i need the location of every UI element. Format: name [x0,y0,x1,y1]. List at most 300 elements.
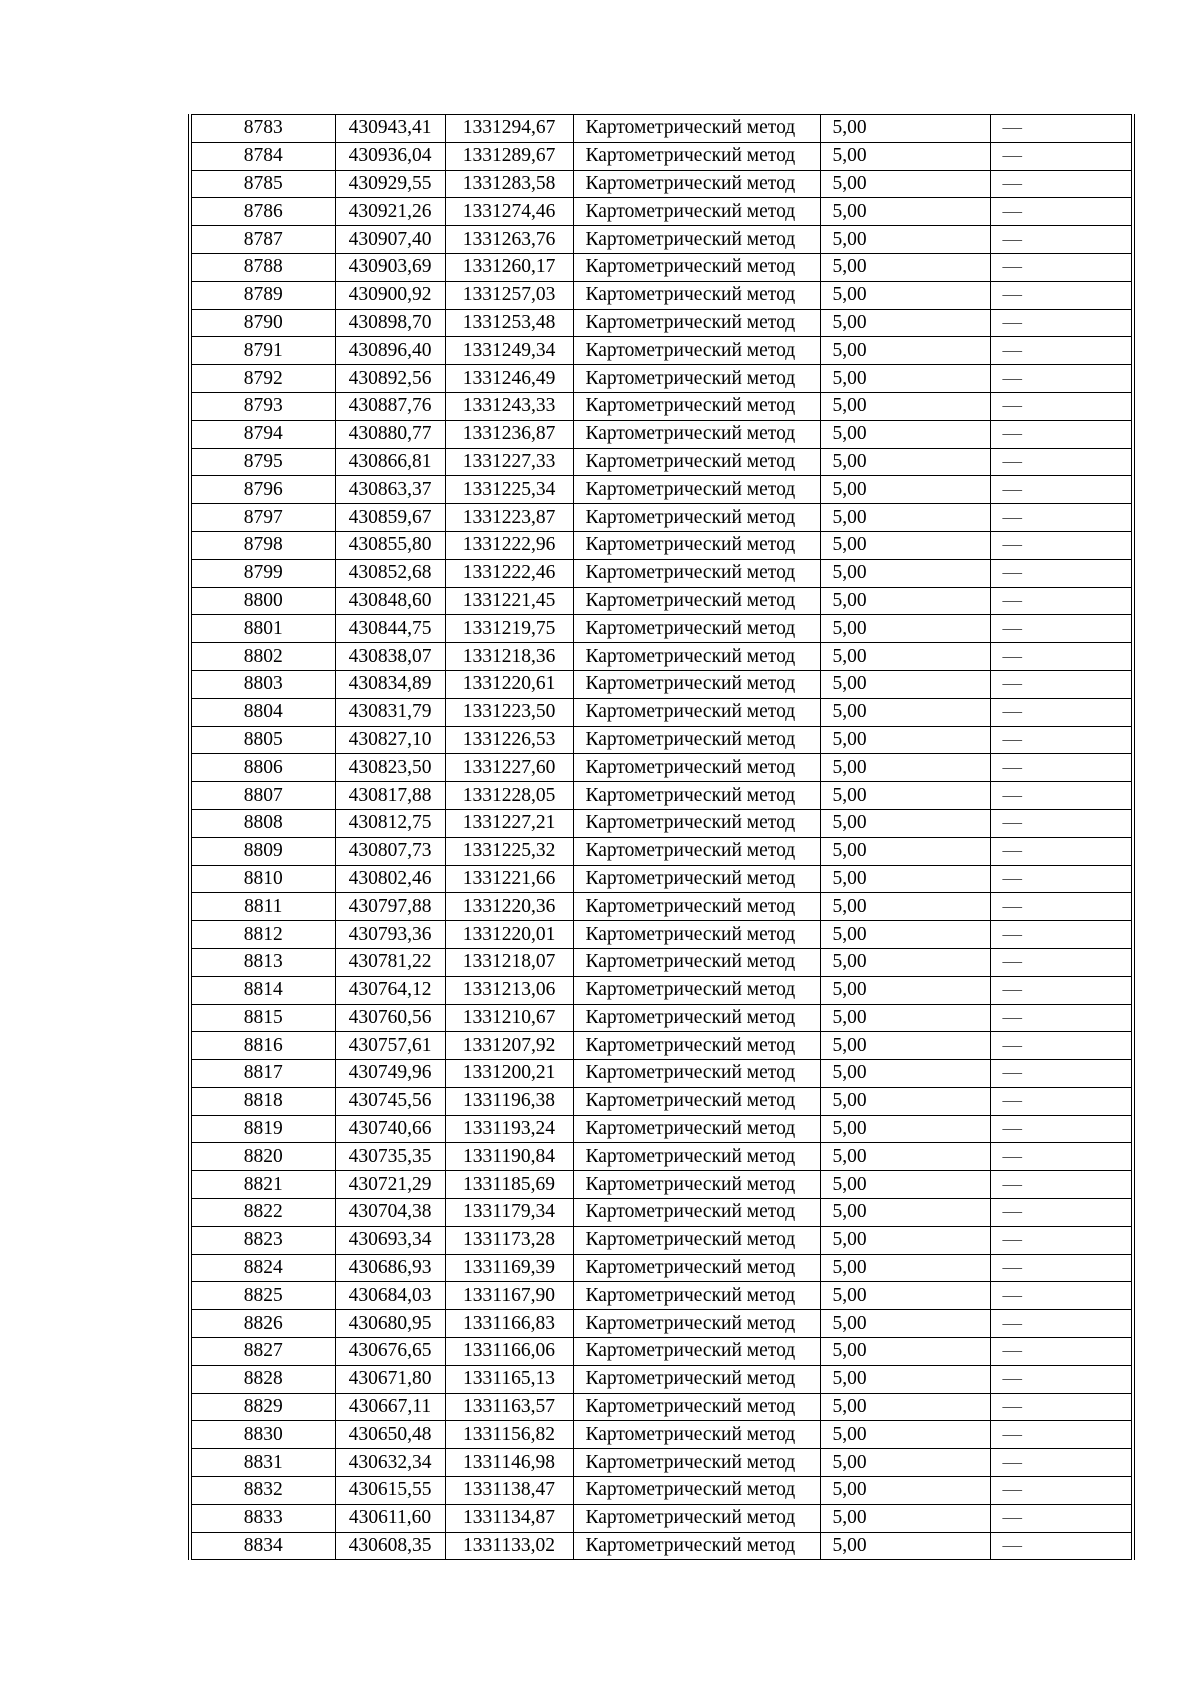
coordinate-y-cell: 1331169,39 [445,1254,573,1282]
coordinate-x-cell: 430684,03 [335,1282,445,1310]
method-cell: Картометрический метод [573,754,820,782]
method-cell: Картометрический метод [573,837,820,865]
accuracy-cell: 5,00 [820,1226,990,1254]
table-row [190,198,1133,226]
description-cell: — [990,698,1133,726]
accuracy-cell: 5,00 [820,726,990,754]
description-cell: — [990,531,1133,559]
description-cell: — [990,365,1133,393]
description-cell: — [990,1004,1133,1032]
accuracy-cell: 5,00 [820,253,990,281]
coordinate-y-cell: 1331227,21 [445,809,573,837]
coordinate-y-cell: 1331200,21 [445,1060,573,1088]
description-cell: — [990,448,1133,476]
method-cell: Картометрический метод [573,226,820,254]
table-row [190,448,1133,476]
coordinate-x-cell: 430827,10 [335,726,445,754]
accuracy-cell: 5,00 [820,1199,990,1227]
coordinate-y-cell: 1331222,46 [445,559,573,587]
point-number-cell: 8785 [190,170,335,198]
description-cell: — [990,1032,1133,1060]
table-row [190,865,1133,893]
table-row [190,1393,1133,1421]
coordinate-x-cell: 430866,81 [335,448,445,476]
table-row [190,226,1133,254]
coordinate-x-cell: 430745,56 [335,1087,445,1115]
method-cell: Картометрический метод [573,893,820,921]
description-cell: — [990,559,1133,587]
accuracy-cell: 5,00 [820,837,990,865]
accuracy-cell: 5,00 [820,115,990,143]
description-cell: — [990,1504,1133,1532]
method-cell: Картометрический метод [573,1310,820,1338]
method-cell: Картометрический метод [573,170,820,198]
table-row [190,1143,1133,1171]
description-cell: — [990,1477,1133,1505]
method-cell: Картометрический метод [573,115,820,143]
coordinate-y-cell: 1331227,33 [445,448,573,476]
method-cell: Картометрический метод [573,1226,820,1254]
coordinate-y-cell: 1331225,32 [445,837,573,865]
method-cell: Картометрический метод [573,420,820,448]
coordinate-y-cell: 1331257,03 [445,281,573,309]
description-cell: — [990,865,1133,893]
accuracy-cell: 5,00 [820,1282,990,1310]
accuracy-cell: 5,00 [820,420,990,448]
table-row [190,559,1133,587]
point-number-cell: 8813 [190,948,335,976]
coordinate-y-cell: 1331165,13 [445,1365,573,1393]
point-number-cell: 8803 [190,670,335,698]
description-cell: — [990,948,1133,976]
coordinate-y-cell: 1331225,34 [445,476,573,504]
point-number-cell: 8811 [190,893,335,921]
coordinate-y-cell: 1331220,01 [445,921,573,949]
accuracy-cell: 5,00 [820,1449,990,1477]
point-number-cell: 8829 [190,1393,335,1421]
table-row [190,365,1133,393]
coordinate-x-cell: 430831,79 [335,698,445,726]
coordinate-x-cell: 430817,88 [335,782,445,810]
coordinate-y-cell: 1331196,38 [445,1087,573,1115]
description-cell: — [990,253,1133,281]
accuracy-cell: 5,00 [820,615,990,643]
coordinate-x-cell: 430693,34 [335,1226,445,1254]
description-cell: — [990,1338,1133,1366]
coordinate-x-cell: 430721,29 [335,1171,445,1199]
method-cell: Картометрический метод [573,1532,820,1560]
point-number-cell: 8791 [190,337,335,365]
coordinate-x-cell: 430704,38 [335,1199,445,1227]
coordinate-x-cell: 430855,80 [335,531,445,559]
method-cell: Картометрический метод [573,1087,820,1115]
description-cell: — [990,1171,1133,1199]
point-number-cell: 8819 [190,1115,335,1143]
table-row [190,1199,1133,1227]
point-number-cell: 8797 [190,504,335,532]
table-row [190,1421,1133,1449]
description-cell: — [990,643,1133,671]
method-cell: Картометрический метод [573,1143,820,1171]
coordinate-x-cell: 430802,46 [335,865,445,893]
description-cell: — [990,476,1133,504]
description-cell: — [990,1226,1133,1254]
coordinate-y-cell: 1331185,69 [445,1171,573,1199]
accuracy-cell: 5,00 [820,1060,990,1088]
accuracy-cell: 5,00 [820,865,990,893]
coordinate-x-cell: 430781,22 [335,948,445,976]
point-number-cell: 8812 [190,921,335,949]
accuracy-cell: 5,00 [820,1365,990,1393]
coordinate-y-cell: 1331236,87 [445,420,573,448]
accuracy-cell: 5,00 [820,921,990,949]
method-cell: Картометрический метод [573,448,820,476]
accuracy-cell: 5,00 [820,1421,990,1449]
accuracy-cell: 5,00 [820,337,990,365]
coordinate-x-cell: 430852,68 [335,559,445,587]
point-number-cell: 8816 [190,1032,335,1060]
coordinate-y-cell: 1331222,96 [445,531,573,559]
description-cell: — [990,726,1133,754]
accuracy-cell: 5,00 [820,198,990,226]
coordinate-y-cell: 1331253,48 [445,309,573,337]
coordinate-x-cell: 430838,07 [335,643,445,671]
coordinate-y-cell: 1331146,98 [445,1449,573,1477]
table-row [190,726,1133,754]
point-number-cell: 8784 [190,142,335,170]
description-cell: — [990,1115,1133,1143]
coordinate-x-cell: 430892,56 [335,365,445,393]
method-cell: Картометрический метод [573,1504,820,1532]
coordinate-y-cell: 1331249,34 [445,337,573,365]
coordinate-y-cell: 1331227,60 [445,754,573,782]
coordinate-x-cell: 430887,76 [335,392,445,420]
method-cell: Картометрический метод [573,309,820,337]
table-row [190,782,1133,810]
coordinate-x-cell: 430907,40 [335,226,445,254]
point-number-cell: 8796 [190,476,335,504]
point-number-cell: 8808 [190,809,335,837]
coordinate-x-cell: 430667,11 [335,1393,445,1421]
coordinate-x-cell: 430757,61 [335,1032,445,1060]
point-number-cell: 8825 [190,1282,335,1310]
description-cell: — [990,754,1133,782]
coordinate-y-cell: 1331173,28 [445,1226,573,1254]
table-row [190,281,1133,309]
table-row [190,1254,1133,1282]
description-cell: — [990,142,1133,170]
point-number-cell: 8804 [190,698,335,726]
point-number-cell: 8787 [190,226,335,254]
accuracy-cell: 5,00 [820,365,990,393]
accuracy-cell: 5,00 [820,142,990,170]
coordinate-y-cell: 1331221,45 [445,587,573,615]
description-cell: — [990,504,1133,532]
point-number-cell: 8807 [190,782,335,810]
point-number-cell: 8788 [190,253,335,281]
table-row [190,1338,1133,1366]
method-cell: Картометрический метод [573,1199,820,1227]
coordinate-x-cell: 430921,26 [335,198,445,226]
accuracy-cell: 5,00 [820,1504,990,1532]
point-number-cell: 8800 [190,587,335,615]
description-cell: — [990,170,1133,198]
coordinate-y-cell: 1331220,36 [445,893,573,921]
method-cell: Картометрический метод [573,281,820,309]
accuracy-cell: 5,00 [820,1171,990,1199]
point-number-cell: 8824 [190,1254,335,1282]
description-cell: — [990,1254,1133,1282]
point-number-cell: 8799 [190,559,335,587]
description-cell: — [990,921,1133,949]
point-number-cell: 8814 [190,976,335,1004]
method-cell: Картометрический метод [573,1477,820,1505]
coordinate-y-cell: 1331163,57 [445,1393,573,1421]
point-number-cell: 8789 [190,281,335,309]
coordinate-x-cell: 430900,92 [335,281,445,309]
table-row [190,698,1133,726]
coordinate-y-cell: 1331223,87 [445,504,573,532]
table-row [190,1449,1133,1477]
table-row [190,809,1133,837]
table-row [190,1171,1133,1199]
coordinate-x-cell: 430797,88 [335,893,445,921]
point-number-cell: 8832 [190,1477,335,1505]
description-cell: — [990,1393,1133,1421]
description-cell: — [990,782,1133,810]
coordinate-x-cell: 430740,66 [335,1115,445,1143]
method-cell: Картометрический метод [573,726,820,754]
coordinate-x-cell: 430936,04 [335,142,445,170]
accuracy-cell: 5,00 [820,893,990,921]
coordinate-y-cell: 1331226,53 [445,726,573,754]
table-row [190,1504,1133,1532]
method-cell: Картометрический метод [573,670,820,698]
coordinate-x-cell: 430793,36 [335,921,445,949]
point-number-cell: 8783 [190,115,335,143]
description-cell: — [990,976,1133,1004]
coordinates-table-body [190,115,1133,1560]
accuracy-cell: 5,00 [820,448,990,476]
point-number-cell: 8792 [190,365,335,393]
table-row [190,476,1133,504]
table-row [190,587,1133,615]
description-cell: — [990,615,1133,643]
accuracy-cell: 5,00 [820,1254,990,1282]
table-row [190,670,1133,698]
coordinate-y-cell: 1331190,84 [445,1143,573,1171]
description-cell: — [990,420,1133,448]
accuracy-cell: 5,00 [820,670,990,698]
coordinate-x-cell: 430611,60 [335,1504,445,1532]
point-number-cell: 8833 [190,1504,335,1532]
description-cell: — [990,893,1133,921]
coordinate-x-cell: 430735,35 [335,1143,445,1171]
point-number-cell: 8801 [190,615,335,643]
accuracy-cell: 5,00 [820,1477,990,1505]
coordinates-table [188,114,1135,1560]
coordinate-x-cell: 430650,48 [335,1421,445,1449]
accuracy-cell: 5,00 [820,1087,990,1115]
coordinate-x-cell: 430807,73 [335,837,445,865]
table-row [190,921,1133,949]
coordinate-y-cell: 1331179,34 [445,1199,573,1227]
coordinate-y-cell: 1331283,58 [445,170,573,198]
description-cell: — [990,198,1133,226]
method-cell: Картометрический метод [573,782,820,810]
description-cell: — [990,670,1133,698]
method-cell: Картометрический метод [573,392,820,420]
coordinate-y-cell: 1331166,06 [445,1338,573,1366]
point-number-cell: 8830 [190,1421,335,1449]
table-row [190,1226,1133,1254]
method-cell: Картометрический метод [573,587,820,615]
point-number-cell: 8821 [190,1171,335,1199]
accuracy-cell: 5,00 [820,309,990,337]
description-cell: — [990,1449,1133,1477]
accuracy-cell: 5,00 [820,504,990,532]
method-cell: Картометрический метод [573,948,820,976]
point-number-cell: 8790 [190,309,335,337]
method-cell: Картометрический метод [573,865,820,893]
coordinate-x-cell: 430859,67 [335,504,445,532]
coordinate-y-cell: 1331213,06 [445,976,573,1004]
point-number-cell: 8798 [190,531,335,559]
point-number-cell: 8805 [190,726,335,754]
accuracy-cell: 5,00 [820,976,990,1004]
method-cell: Картометрический метод [573,142,820,170]
method-cell: Картометрический метод [573,1421,820,1449]
table-row [190,1004,1133,1032]
coordinate-x-cell: 430812,75 [335,809,445,837]
accuracy-cell: 5,00 [820,1032,990,1060]
coordinate-y-cell: 1331133,02 [445,1532,573,1560]
accuracy-cell: 5,00 [820,281,990,309]
coordinate-x-cell: 430764,12 [335,976,445,1004]
method-cell: Картометрический метод [573,1338,820,1366]
table-row [190,1477,1133,1505]
description-cell: — [990,587,1133,615]
accuracy-cell: 5,00 [820,643,990,671]
description-cell: — [990,1365,1133,1393]
method-cell: Картометрический метод [573,253,820,281]
coordinate-x-cell: 430749,96 [335,1060,445,1088]
table-row [190,837,1133,865]
accuracy-cell: 5,00 [820,754,990,782]
coordinate-x-cell: 430903,69 [335,253,445,281]
coordinate-y-cell: 1331207,92 [445,1032,573,1060]
coordinate-x-cell: 430671,80 [335,1365,445,1393]
table-row [190,615,1133,643]
table-row [190,643,1133,671]
point-number-cell: 8815 [190,1004,335,1032]
coordinate-x-cell: 430943,41 [335,115,445,143]
accuracy-cell: 5,00 [820,476,990,504]
coordinate-y-cell: 1331289,67 [445,142,573,170]
coordinate-y-cell: 1331210,67 [445,1004,573,1032]
coordinate-y-cell: 1331260,17 [445,253,573,281]
table-row [190,1532,1133,1560]
point-number-cell: 8795 [190,448,335,476]
accuracy-cell: 5,00 [820,1143,990,1171]
description-cell: — [990,281,1133,309]
accuracy-cell: 5,00 [820,531,990,559]
accuracy-cell: 5,00 [820,587,990,615]
coordinate-x-cell: 430615,55 [335,1477,445,1505]
accuracy-cell: 5,00 [820,782,990,810]
coordinate-y-cell: 1331220,61 [445,670,573,698]
point-number-cell: 8817 [190,1060,335,1088]
accuracy-cell: 5,00 [820,1115,990,1143]
description-cell: — [990,1199,1133,1227]
coordinate-y-cell: 1331166,83 [445,1310,573,1338]
coordinate-y-cell: 1331134,87 [445,1504,573,1532]
method-cell: Картометрический метод [573,559,820,587]
method-cell: Картометрический метод [573,976,820,1004]
table-row [190,337,1133,365]
coordinate-x-cell: 430823,50 [335,754,445,782]
table-row [190,893,1133,921]
description-cell: — [990,1087,1133,1115]
table-row [190,309,1133,337]
method-cell: Картометрический метод [573,198,820,226]
point-number-cell: 8827 [190,1338,335,1366]
description-cell: — [990,309,1133,337]
method-cell: Картометрический метод [573,365,820,393]
description-cell: — [990,337,1133,365]
method-cell: Картометрический метод [573,504,820,532]
coordinate-x-cell: 430848,60 [335,587,445,615]
point-number-cell: 8823 [190,1226,335,1254]
coordinate-x-cell: 430676,65 [335,1338,445,1366]
coordinate-y-cell: 1331156,82 [445,1421,573,1449]
point-number-cell: 8794 [190,420,335,448]
accuracy-cell: 5,00 [820,1532,990,1560]
table-row [190,1365,1133,1393]
table-row [190,1282,1133,1310]
point-number-cell: 8822 [190,1199,335,1227]
coordinate-x-cell: 430608,35 [335,1532,445,1560]
table-row [190,420,1133,448]
coordinate-x-cell: 430632,34 [335,1449,445,1477]
description-cell: — [990,1143,1133,1171]
point-number-cell: 8826 [190,1310,335,1338]
table-row [190,754,1133,782]
table-row [190,948,1133,976]
table-row [190,392,1133,420]
point-number-cell: 8828 [190,1365,335,1393]
description-cell: — [990,1282,1133,1310]
accuracy-cell: 5,00 [820,1393,990,1421]
coordinate-x-cell: 430760,56 [335,1004,445,1032]
coordinate-y-cell: 1331221,66 [445,865,573,893]
table-row [190,170,1133,198]
point-number-cell: 8793 [190,392,335,420]
table-row [190,1087,1133,1115]
description-cell: — [990,837,1133,865]
accuracy-cell: 5,00 [820,809,990,837]
method-cell: Картометрический метод [573,1393,820,1421]
point-number-cell: 8809 [190,837,335,865]
method-cell: Картометрический метод [573,531,820,559]
coordinate-y-cell: 1331294,67 [445,115,573,143]
accuracy-cell: 5,00 [820,1004,990,1032]
coordinate-y-cell: 1331219,75 [445,615,573,643]
method-cell: Картометрический метод [573,476,820,504]
accuracy-cell: 5,00 [820,226,990,254]
table-row [190,531,1133,559]
method-cell: Картометрический метод [573,1115,820,1143]
